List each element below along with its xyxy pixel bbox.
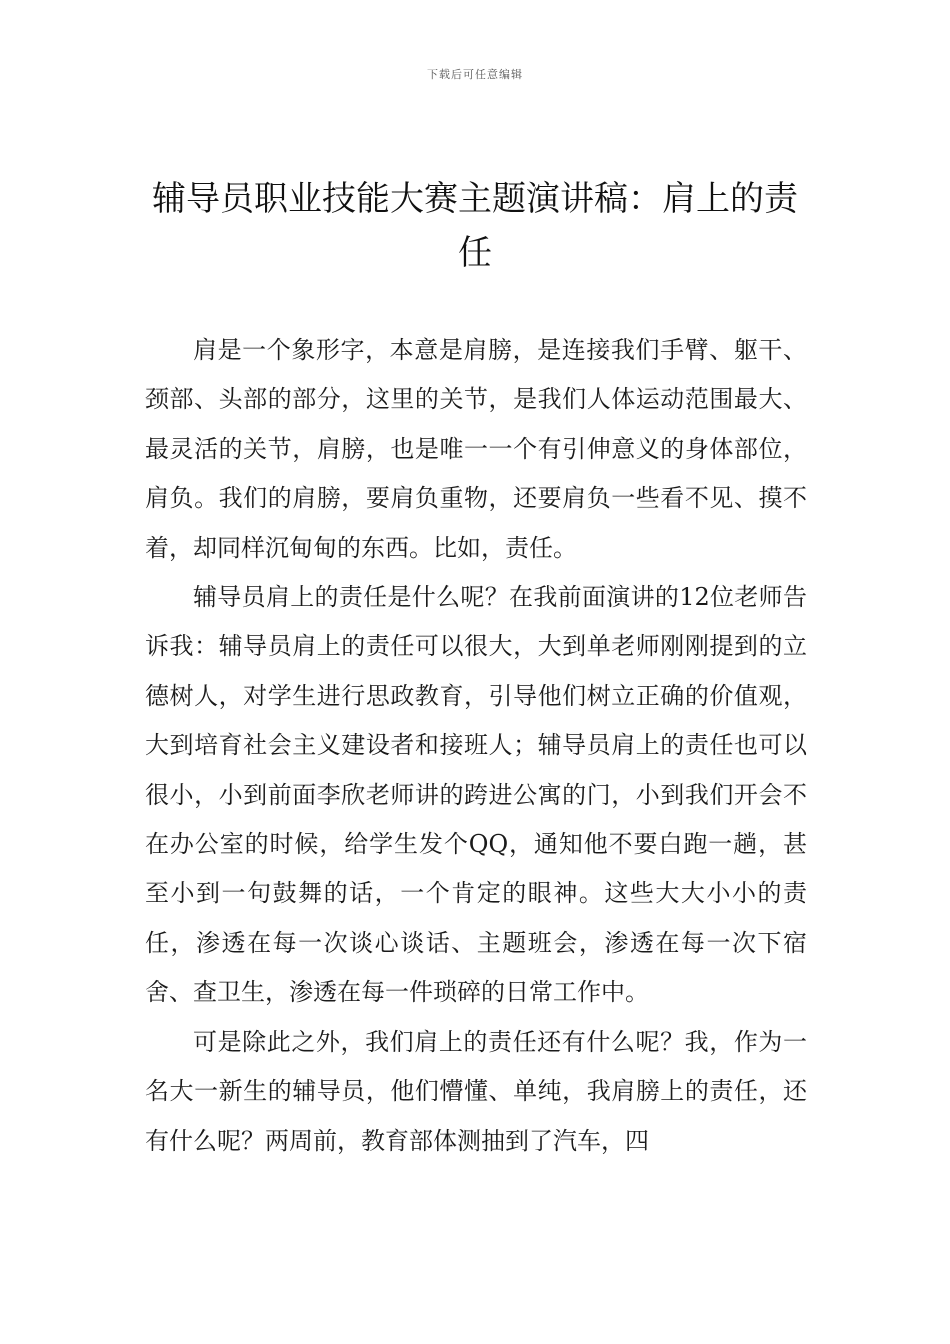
paragraph: 肩是一个象形字，本意是肩膀，是连接我们手臂、躯干、颈部、头部的部分，这里的关节，是我们人体运动范围最大、最灵活的关节，肩膀，也是唯一一个有引伸意义的身体部位，肩负。我们的肩膀，要肩负重物，还要肩负一些看不见、摸不着，却同样沉甸甸的东西。比如，责任。 xyxy=(145,336,807,562)
document-body xyxy=(145,326,807,1166)
paragraph: 可是除此之外，我们肩上的责任还有什么呢？我，作为一名大一新生的辅导员，他们懵懂、单纯，我肩膀上的责任，还有什么呢？两周前，教育部体测抽到了汽车，四 xyxy=(145,1027,807,1155)
document-title: 辅导员职业技能大赛主题演讲稿：肩上的责任 xyxy=(152,179,798,273)
paragraph: 辅导员肩上的责任是什么呢？在我前面演讲的12位老师告诉我：辅导员肩上的责任可以很大，大到单老师刚刚提到的立德树人，对学生进行思政教育，引导他们树立正确的价值观，大到培育社会主义建设者和接班人；辅导员肩上的责任也可以很小，小到前面李欣老师讲的跨进公寓的门，小到我们开会不在办公室的时候，给学生发个QQ，通知他不要白跑一趟，甚至小到一句鼓舞的话，一个肯定的眼神。这些大大小小的责任，渗透在每一次谈心谈话、主题班会，渗透在每一次下宿舍、查卫生，渗透在每一件琐碎的日常工作中。 xyxy=(145,583,807,1007)
header-note: 下载后可任意编辑 xyxy=(427,68,523,81)
